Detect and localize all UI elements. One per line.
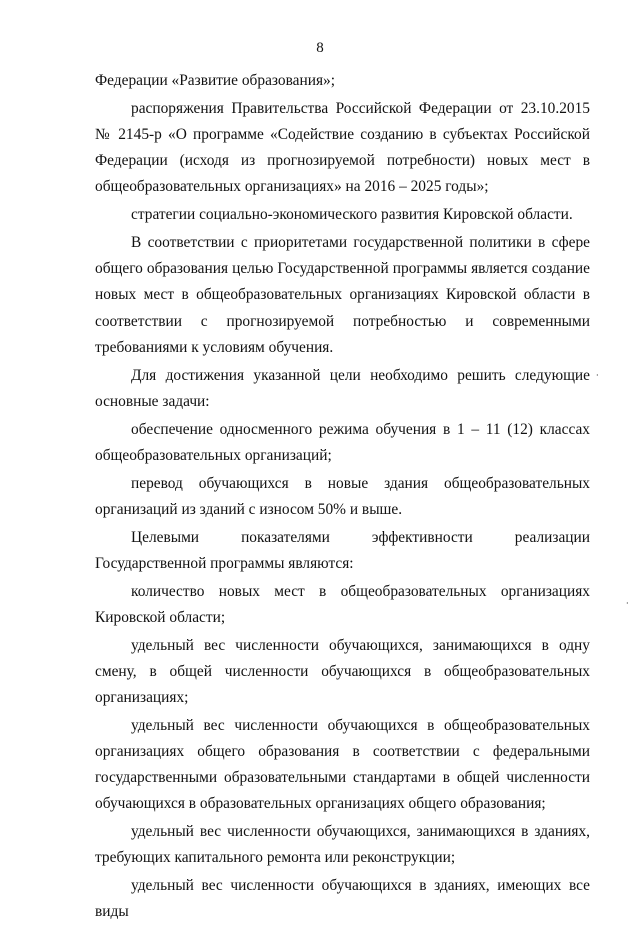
paragraph-indicator-facilities: удельный вес численности обучающихся в зданиях, имеющих все виды	[95, 877, 590, 921]
paragraph-task-single-shift: обеспечение односменного режима обучения в 1 – 11 (12) классах общеобразовательных организаций;	[95, 420, 590, 464]
paragraph-task-relocation: перевод обучающихся в новые здания общеобразовательных организаций из зданий с износом 50% и выше.	[95, 474, 590, 518]
paragraph-government-order: распоряжения Правительства Российской Федерации от 23.10.2015 № 2145-р «О программе «Содействие созданию в субъектах Российской Федерации (исходя из прогнозируемой потребности) новых мест в общеобразовательных организациях» на 2016 – 2025 годы»;	[95, 99, 590, 196]
scan-speck: ⸳	[596, 369, 599, 380]
paragraph-indicator-one-shift: удельный вес численности обучающихся, занимающихся в одну смену, в общей численности обучающихся в общеобразовательных организациях;	[95, 636, 590, 707]
page-number: 8	[316, 40, 324, 56]
paragraph-indicator-fgos: удельный вес численности обучающихся в общеобразовательных организациях общего образования в соответствии с федеральными государственными образовательными стандартами в общей численности обучающихся в образовательных организациях общего образования;	[95, 716, 590, 813]
paragraph-federation-program: Федерации «Развитие образования»;	[95, 72, 335, 89]
paragraph-tasks-intro: Для достижения указанной цели необходимо решить следующие основные задачи:	[95, 366, 590, 410]
paragraph-indicators-intro: Целевыми показателями эффективности реализации Государственной программы являются:	[95, 528, 590, 572]
paragraph-indicator-new-places: количество новых мест в общеобразовательных организациях Кировской области;	[95, 582, 590, 626]
paragraph-indicator-repair: удельный вес численности обучающихся, занимающихся в зданиях, требующих капитального ремонта или реконструкции;	[95, 823, 590, 867]
paragraph-program-goal: В соответствии с приоритетами государственной политики в сфере общего образования целью Государственной программы является создание новых мест в общеобразовательных организациях Кировской области в соответствии с прогнозируемой потребностью и современными требованиями к условиям обучения.	[95, 234, 590, 356]
scan-speck: ⸳	[626, 597, 629, 608]
document-body	[95, 68, 590, 927]
paragraph-regional-strategy: стратегии социально-экономического развития Кировской области.	[131, 206, 573, 224]
